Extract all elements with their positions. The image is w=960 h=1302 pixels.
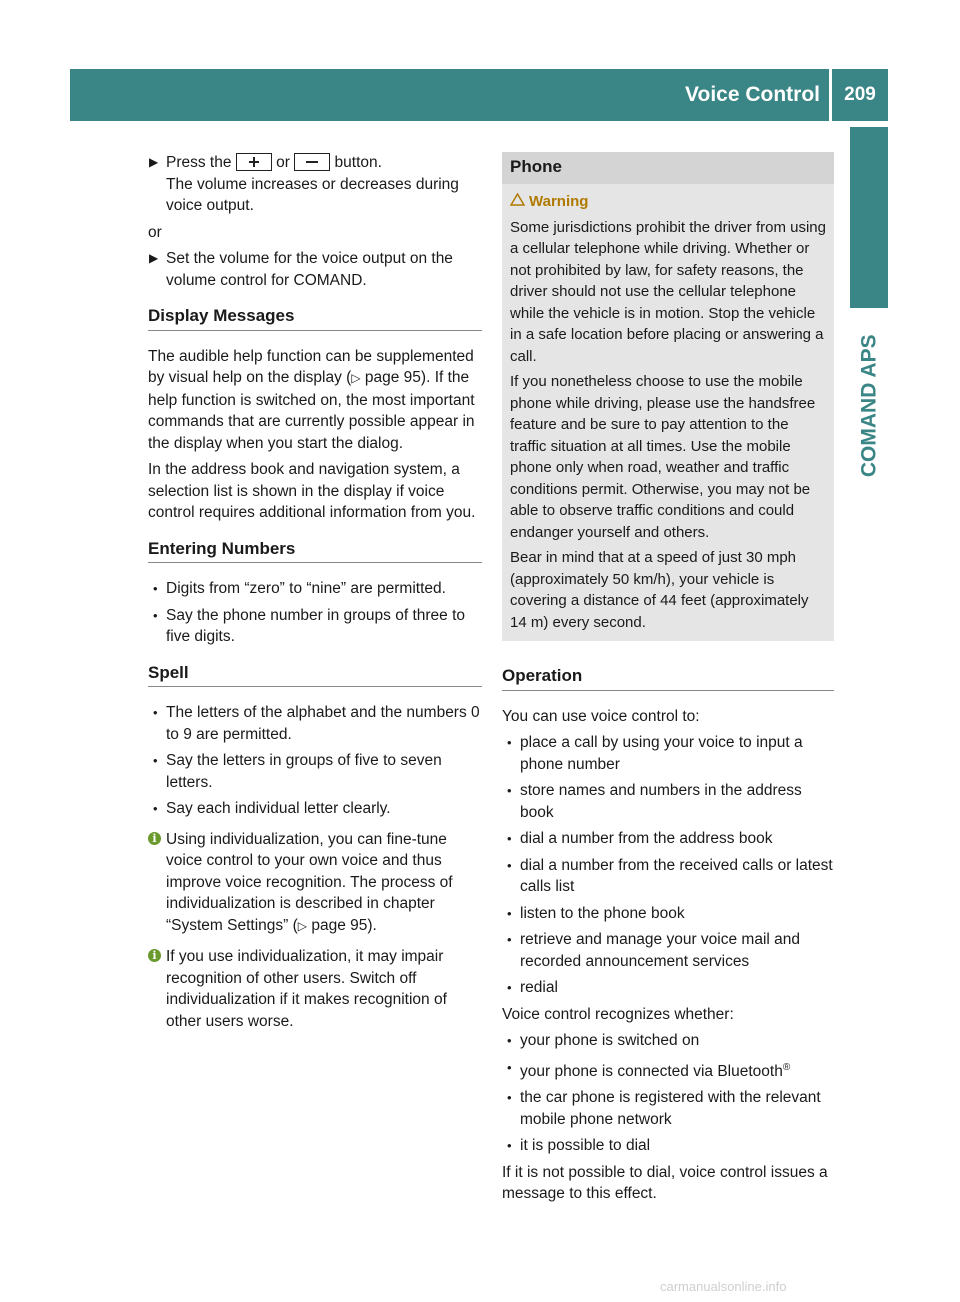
info-icon: i bbox=[148, 949, 161, 962]
list-item: • redial bbox=[502, 977, 834, 999]
warning-text: Some jurisdictions prohibit the driver from using a cellular telephone while driving. Whether or not prohibited by law, for safety reasons, the driver should not use the cellular telephone while the vehicle is in motion. Stop the vehicle in a safe location before placing or answering a call. bbox=[510, 218, 826, 365]
header-bar bbox=[70, 69, 888, 121]
bullet-icon: • bbox=[153, 801, 158, 816]
heading-spell: Spell bbox=[148, 662, 482, 688]
list-item: • retrieve and manage your voice mail and recorded announcement services bbox=[507, 931, 801, 970]
list-item: • dial a number from the received calls or latest calls list bbox=[507, 856, 833, 895]
list-item: • your phone is switched on bbox=[502, 1030, 834, 1052]
page-reference[interactable]: page 95 bbox=[311, 916, 368, 934]
list-item: • Say the letters in groups of five to seven letters. bbox=[153, 752, 442, 791]
box-title: Phone bbox=[502, 152, 834, 184]
step-arrow-icon: ▶ bbox=[149, 155, 159, 169]
step-volume-control: ▶ Set the volume for the voice output on the volume control for COMAND. bbox=[149, 250, 453, 289]
page-ref-arrow-icon: ▷ bbox=[297, 918, 308, 933]
bullet-icon: • bbox=[153, 607, 158, 623]
registered-mark: ® bbox=[782, 1061, 791, 1073]
side-tab-marker bbox=[850, 127, 888, 308]
list-item: • store names and numbers in the address book bbox=[507, 782, 802, 821]
warning-label: Warning bbox=[510, 191, 828, 213]
paragraph: If it is not possible to dial, voice control issues a message to this effect. bbox=[502, 1163, 828, 1203]
list-item: • Digits from “zero” to “nine” are permitted. bbox=[148, 578, 482, 600]
heading-display-messages: Display Messages bbox=[148, 305, 482, 331]
bullet-icon: • bbox=[507, 1033, 512, 1048]
heading-entering-numbers: Entering Numbers bbox=[148, 538, 482, 564]
page-ref-arrow-icon: ▷ bbox=[351, 371, 361, 385]
paragraph: The audible help function can be supplemented by visual help on the display (▷ page 95). If the help function is switched on, the most important commands that are currently possible appear in the display when you start the dialog. bbox=[148, 347, 475, 452]
paragraph: You can use voice control to: bbox=[502, 707, 700, 725]
page-reference[interactable]: page 95 bbox=[364, 369, 421, 386]
info-note: i Using individualization, you can fine-tune voice control to your own voice and thus improve voice recognition. The process of individualization is described in chapter “System Settings” (▷ page 95). bbox=[148, 829, 482, 938]
bullet-icon: • bbox=[507, 980, 512, 995]
list-item: • the car phone is registered with the relevant mobile phone network bbox=[507, 1089, 821, 1128]
paragraph: Voice control recognizes whether: bbox=[502, 1005, 734, 1023]
bullet-icon: • bbox=[507, 932, 512, 947]
bullet-icon: • bbox=[507, 783, 512, 798]
bullet-icon: • bbox=[507, 1138, 512, 1154]
paragraph: In the address book and navigation system, a selection list is shown in the display if voice control requires additional information from you. bbox=[148, 461, 476, 521]
phone-warning-box bbox=[502, 152, 834, 641]
warning-text: Bear in mind that at a speed of just 30 mph (approximately 50 km/h), your vehicle is covering a distance of 44 feet (approximately 14 m) every second. bbox=[510, 549, 809, 631]
footer-watermark: carmanualsonline.info bbox=[660, 1279, 787, 1294]
list-item: • your phone is connected via Bluetooth® bbox=[502, 1057, 834, 1083]
info-icon: i bbox=[148, 832, 161, 845]
or-text: or bbox=[148, 223, 162, 241]
list-item: • listen to the phone book bbox=[502, 903, 834, 925]
bullet-icon: • bbox=[507, 831, 512, 846]
list-item: • it is possible to dial bbox=[502, 1135, 834, 1157]
bullet-icon: • bbox=[153, 705, 158, 720]
minus-button-icon bbox=[294, 153, 330, 171]
plus-button-icon bbox=[236, 153, 272, 171]
bullet-icon: • bbox=[507, 1090, 512, 1106]
right-column bbox=[502, 152, 834, 1210]
step-arrow-icon: ▶ bbox=[149, 251, 159, 265]
bullet-icon: • bbox=[153, 581, 158, 596]
list-item: • The letters of the alphabet and the numbers 0 to 9 are permitted. bbox=[153, 704, 480, 743]
warning-triangle-icon bbox=[510, 191, 527, 213]
page-number: 209 bbox=[844, 84, 876, 106]
bullet-icon: • bbox=[507, 1059, 512, 1075]
chapter-title: Voice Control bbox=[685, 83, 820, 107]
left-column bbox=[148, 152, 482, 1037]
step-result: The volume increases or decreases during voice output. bbox=[166, 175, 459, 214]
list-item: • place a call by using your voice to input a phone number bbox=[507, 734, 803, 773]
heading-operation: Operation bbox=[502, 665, 834, 691]
side-tab-label: COMAND APS bbox=[857, 334, 881, 477]
bullet-icon: • bbox=[507, 735, 512, 750]
bullet-icon: • bbox=[507, 857, 512, 873]
list-item: • Say each individual letter clearly. bbox=[148, 798, 482, 820]
step-press-button: ▶ Press the or button. The volume increases or decreases during voice output. bbox=[149, 154, 459, 214]
bullet-icon: • bbox=[507, 905, 512, 921]
info-note: i If you use individualization, it may impair recognition of other users. Switch off individualization if it makes recognition of other users worse. bbox=[148, 946, 482, 1032]
list-item: • Say the phone number in groups of three to five digits. bbox=[153, 606, 466, 645]
bullet-icon: • bbox=[153, 753, 158, 768]
warning-text: If you nonetheless choose to use the mobile phone while driving, please use the handsfree feature and be sure to pay attention to the traffic situation at all times. Use the mobile phone only when road, weather and traffic conditions permit. Otherwise, you may not be able to observe traffic conditions and could endanger yourself and others. bbox=[510, 373, 816, 541]
list-item: • dial a number from the address book bbox=[502, 828, 834, 850]
